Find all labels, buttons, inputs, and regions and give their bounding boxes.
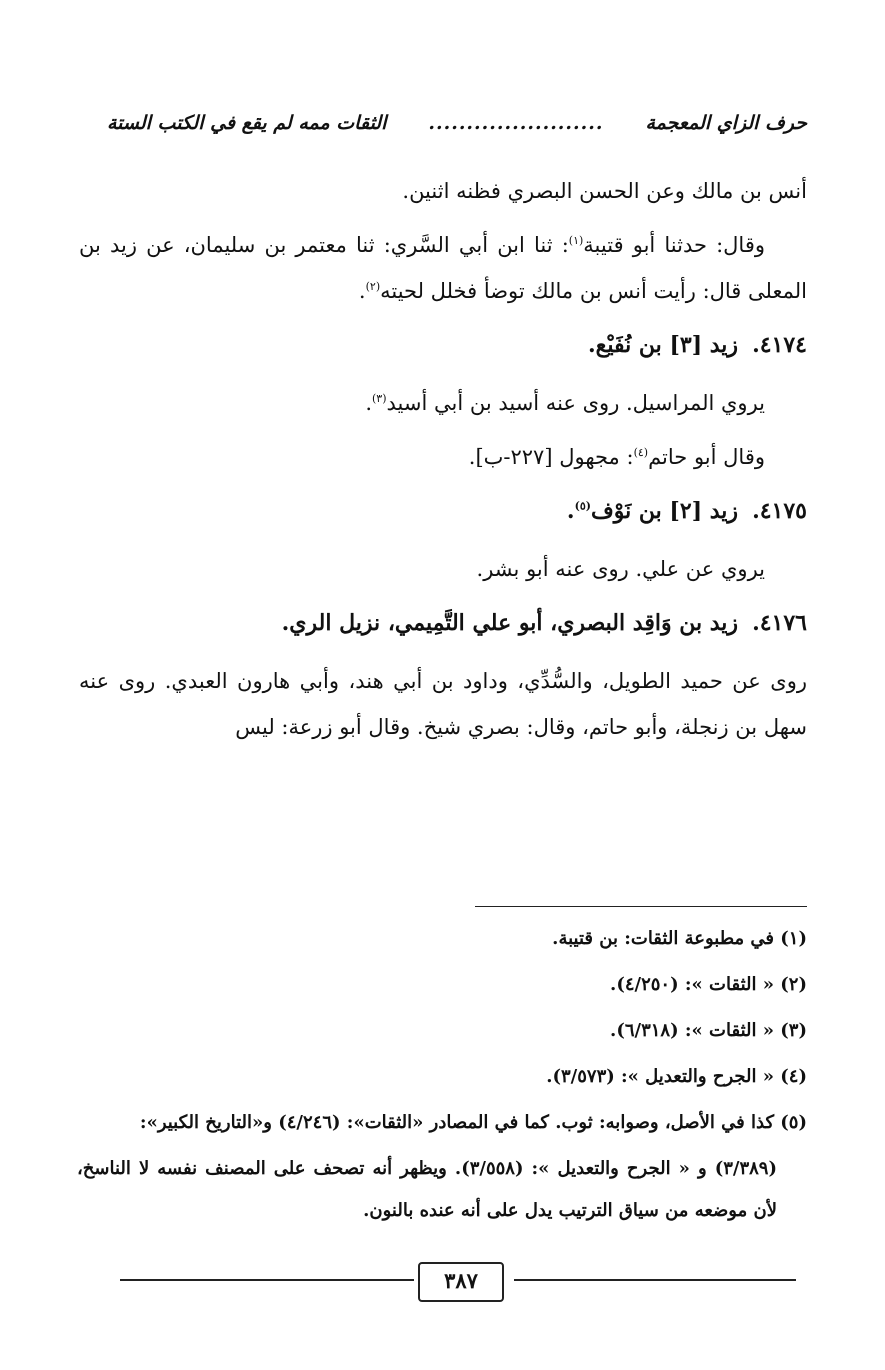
- entry-number: ٤١٧٤.: [752, 332, 807, 358]
- header-leader-dots: .......................: [428, 112, 604, 134]
- paragraph-text: يروي المراسيل. روى عنه أسيد بن أبي أسيد: [386, 391, 765, 415]
- footnote-5-continuation: (٣/٣٨٩) و « الجرح والتعديل »: (٣/٥٥٨). ويظهر أنه تصحف على المصنف نفسه لا الناسخ، لأن موضعه من سياق الترتيب يدل على أنه عنده بالنون.: [77, 1158, 777, 1221]
- footnote-1: (١) في مطبوعة الثقات: بن قتيبة.: [552, 928, 807, 949]
- entry-number: ٤١٧٦.: [752, 610, 807, 636]
- entry-heading-4174: [79, 322, 807, 368]
- paragraph-text: يروي عن علي. روى عنه أبو بشر.: [476, 557, 765, 581]
- page-number: ٣٨٧: [418, 1262, 504, 1302]
- paragraph-continued: [79, 168, 807, 214]
- footnote-ref[interactable]: (١): [568, 234, 584, 247]
- entry-name: زيد [٢] بن نَوْف: [590, 498, 739, 524]
- folio-rule-left: [120, 1279, 414, 1281]
- entry-number: ٤١٧٥.: [752, 498, 807, 524]
- entry-name: زيد بن وَاقِد البصري، أبو علي التَّمِيمي، نزيل الري.: [281, 610, 739, 636]
- footnote-5: (٥) كذا في الأصل، وصوابه: ثوب. كما في المصادر «الثقات»: (٤/٢٤٦) و«التاريخ الكبير»:: [139, 1112, 807, 1133]
- footnote-ref[interactable]: (٥): [574, 499, 591, 513]
- footnote-ref[interactable]: (٢): [365, 280, 381, 293]
- footnote-3: (٣) « الثقات »: (٦/٣١٨).: [610, 1020, 807, 1041]
- entry-name: زيد [٣] بن نُفَيْع.: [588, 332, 739, 358]
- paragraph-text: روى عن حميد الطويل، والسُّدِّي، وداود بن أبي هند، وأبي هارون العبدي. روى عنه سهل بن زنجلة، وأبو حاتم، وقال: بصري شيخ. وقال أبو زرعة: ليس: [79, 669, 807, 739]
- punctuation: .: [566, 498, 575, 524]
- footnotes: [77, 918, 807, 1236]
- paragraph-text: وقال أبو حاتم: [648, 445, 765, 469]
- footnote-2: (٢) « الثقات »: (٤/٢٥٠).: [610, 974, 807, 995]
- main-text: [79, 168, 807, 758]
- entry-heading-4175: [79, 488, 807, 534]
- folio-rule-right: [514, 1279, 796, 1281]
- entry-text-line: [79, 434, 807, 480]
- entry-text-line: [79, 380, 807, 426]
- header-book-title: الثقات ممه لم يقع في الكتب الستة: [107, 112, 387, 134]
- paragraph-text: وقال: حدثنا أبو قتيبة: [583, 233, 766, 257]
- footnote-ref[interactable]: (٣): [372, 392, 387, 405]
- entry-text-line: [79, 546, 807, 592]
- paragraph-text: : مجهول [٢٢٧-ب].: [468, 445, 634, 469]
- footnote-ref[interactable]: (٤): [633, 446, 649, 459]
- header-chapter-title: حرف الزاي المعجمة: [645, 112, 807, 134]
- footnote-4: (٤) « الجرح والتعديل »: (٣/٥٧٣).: [546, 1066, 807, 1087]
- entry-text-paragraph: [79, 658, 807, 750]
- running-header: [107, 112, 807, 134]
- entry-heading-4176: [79, 600, 807, 646]
- paragraph-text: أنس بن مالك وعن الحسن البصري فظنه اثنين.: [402, 179, 807, 203]
- paragraph-text: : ثنا ابن أبي السَّري: ثنا معتمر بن سليمان، عن زيد بن المعلى قال: رأيت أنس بن مالك توضأ فخلل لحيته: [79, 233, 807, 303]
- footnote-separator: [475, 906, 807, 907]
- punctuation: .: [358, 279, 366, 303]
- punctuation: .: [365, 391, 372, 415]
- paragraph-narration: [79, 222, 807, 314]
- page-folio: [120, 1262, 796, 1302]
